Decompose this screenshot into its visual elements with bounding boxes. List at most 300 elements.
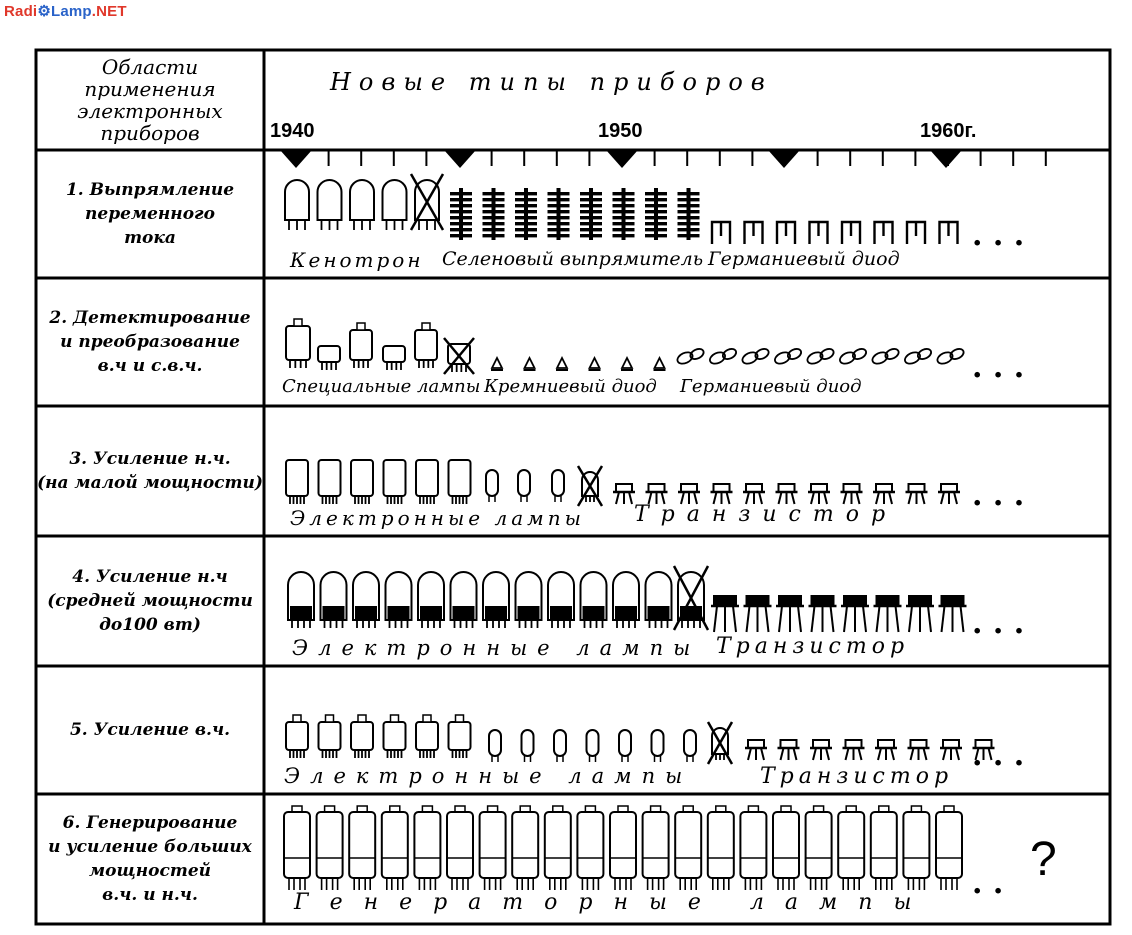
- row-label-lf-medium-power: 4. Усиление н.ч (средней мощности до100 вт): [47, 567, 253, 635]
- diode-body: [842, 222, 860, 244]
- rectifier-plate: [483, 216, 505, 219]
- rectifier-stem: [654, 188, 658, 240]
- transistor-icon: [776, 484, 798, 504]
- rectifier-plate: [613, 222, 635, 225]
- tube-bulb: [903, 812, 929, 878]
- generator-tube-icon: [447, 806, 473, 890]
- transistor-lead: [748, 748, 751, 760]
- tube-bulb: [383, 346, 405, 362]
- electron-tube-icon: [286, 715, 308, 758]
- transistor-lead: [761, 748, 764, 760]
- rectifier-plate: [548, 204, 570, 207]
- electron-tube-icon: [578, 466, 602, 506]
- diode-body: [622, 358, 632, 368]
- transistor-icon: [613, 484, 635, 504]
- selenium-rectifier-icon: [515, 188, 537, 240]
- rectifier-plate: [515, 234, 537, 237]
- tube-base: [648, 606, 670, 620]
- transistor-lead: [781, 748, 784, 760]
- tube-bulb: [512, 812, 538, 878]
- transistor-lead: [714, 606, 717, 632]
- tube-base: [485, 606, 507, 620]
- diode-body: [525, 358, 535, 368]
- transistor-can: [812, 596, 834, 606]
- selenium-rectifier-icon: [645, 188, 667, 240]
- timeline-triangle-marker: [606, 150, 638, 168]
- generator-tube-icon: [871, 806, 897, 890]
- rectifier-plate: [645, 216, 667, 219]
- tube-bulb: [351, 722, 373, 750]
- generator-tube-icon: [936, 806, 962, 890]
- power-tube-icon: [288, 572, 314, 628]
- miniature-tube-icon: [619, 730, 631, 762]
- power-tube-icon: [646, 572, 672, 628]
- diode-body: [557, 358, 567, 368]
- transistor-lead: [943, 748, 946, 760]
- transistor-lead: [826, 748, 829, 760]
- rectifier-plate: [678, 222, 700, 225]
- electron-tube-icon: [449, 460, 471, 504]
- electron-tube-icon: [319, 715, 341, 758]
- transistor-lead: [747, 606, 750, 632]
- transistor-lead: [863, 606, 866, 632]
- transistor-lead: [896, 606, 899, 632]
- selenium-rectifier-icon: [548, 188, 570, 240]
- rectifier-plate: [580, 228, 602, 231]
- rectifier-plate: [515, 222, 537, 225]
- caption-silicon-diode: Кремниевый диод: [484, 376, 657, 397]
- column-header-areas: Области применения электронных приборов: [77, 55, 223, 145]
- rectifier-plate: [645, 234, 667, 237]
- diode-body: [655, 358, 665, 368]
- continuation-dots-4: . . .: [972, 606, 1025, 641]
- rectifier-plate: [483, 210, 505, 213]
- rectifier-plate: [678, 234, 700, 237]
- transistor-icon: [938, 484, 960, 504]
- transistor-lead: [812, 606, 815, 632]
- caption-special-tubes: Специальные лампы: [282, 376, 481, 397]
- transistor-icon: [873, 484, 895, 504]
- transistor-icon: [744, 596, 772, 632]
- rectifier-plate: [613, 228, 635, 231]
- continuation-dots-6: . .: [972, 866, 1004, 901]
- special-tube-icon: [383, 346, 405, 370]
- transistor-lead: [846, 748, 849, 760]
- rectifier-plate: [450, 210, 472, 213]
- rectifier-plate: [548, 222, 570, 225]
- diode-body: [712, 222, 730, 244]
- transistor-icon: [743, 484, 765, 504]
- germanium-diode-icon: [871, 347, 901, 366]
- transistor-icon: [940, 740, 962, 760]
- diode-body: [492, 358, 502, 368]
- tube-bulb: [286, 460, 308, 496]
- generator-tube-icon: [480, 806, 506, 890]
- diode-glass: [754, 347, 770, 361]
- transistor-lead: [924, 748, 927, 760]
- tube-cap: [423, 715, 431, 722]
- tube-bulb: [489, 730, 501, 756]
- tube-base: [388, 606, 410, 620]
- transistor-lead: [911, 748, 914, 760]
- rectifier-plate: [483, 198, 505, 201]
- selenium-rectifier-icon: [483, 188, 505, 240]
- tube-bulb: [382, 812, 408, 878]
- transistor-lead: [616, 492, 619, 504]
- tube-bulb: [349, 812, 375, 878]
- transistor-can: [844, 596, 866, 606]
- transistor-icon: [906, 596, 934, 632]
- power-tube-icon: [674, 566, 708, 630]
- row-label-rectification: 1. Выпрямление переменного тока: [65, 180, 235, 248]
- tube-cap: [293, 715, 301, 722]
- row-label-high-power: 6. Генерирование и усиление больших мощностей в.ч. и н.ч.: [48, 813, 252, 905]
- rectifier-plate: [580, 198, 602, 201]
- transistor-lead: [961, 606, 964, 632]
- tube-bulb: [652, 730, 664, 756]
- transistor-lead: [954, 492, 957, 504]
- generator-tube-icon: [773, 806, 799, 890]
- caption-transistor-3: Транзистор: [634, 502, 898, 527]
- diode-body: [777, 222, 795, 244]
- transistor-lead: [909, 606, 912, 632]
- special-tube-icon: [444, 338, 474, 374]
- rectifier-plate: [483, 204, 505, 207]
- tube-bulb: [577, 812, 603, 878]
- transistor-lead: [844, 606, 847, 632]
- rectifier-plate: [483, 228, 505, 231]
- rectifier-plate: [678, 228, 700, 231]
- rectifier-plate: [450, 228, 472, 231]
- transistor-can: [877, 596, 899, 606]
- tube-bulb: [286, 722, 308, 750]
- diode-body: [875, 222, 893, 244]
- rectifier-stem: [622, 188, 626, 240]
- transistor-lead: [956, 748, 959, 760]
- silicon-diode-icon: [589, 358, 601, 370]
- rectifier-plate: [678, 192, 700, 195]
- germanium-diode-icon: [745, 222, 763, 244]
- selenium-rectifier-icon: [450, 188, 472, 240]
- transistor-icon: [843, 740, 865, 760]
- silicon-diode-icon: [491, 358, 503, 370]
- rectifier-plate: [450, 204, 472, 207]
- power-tube-icon: [483, 572, 509, 628]
- generator-tube-icon: [317, 806, 343, 890]
- transistor-icon: [906, 484, 928, 504]
- germanium-diode-icon: [936, 347, 966, 366]
- rectifier-plate: [613, 204, 635, 207]
- transistor-lead: [941, 492, 944, 504]
- diode-glass: [884, 347, 900, 361]
- generator-tube-icon: [284, 806, 310, 890]
- rectifier-plate: [613, 192, 635, 195]
- electron-tube-icon: [416, 460, 438, 504]
- continuation-dots-3: . . .: [972, 478, 1025, 513]
- caption-selenium-rectifier: Селеновый выпрямитель: [442, 248, 704, 270]
- tube-bulb: [522, 730, 534, 756]
- power-tube-icon: [353, 572, 379, 628]
- transistor-icon: [808, 484, 830, 504]
- transistor-icon: [875, 740, 897, 760]
- germanium-diode-icon: [676, 347, 706, 366]
- miniature-tube-icon: [587, 730, 599, 762]
- kenotron-icon: [383, 180, 407, 230]
- transistor-icon: [841, 596, 869, 632]
- tube-base: [550, 606, 572, 620]
- caption-germanium-diode-2: Германиевый диод: [680, 376, 862, 397]
- tube-bulb: [449, 460, 471, 496]
- kenotron-icon: [350, 180, 374, 230]
- transistor-lead: [798, 606, 801, 632]
- rectifier-plate: [515, 228, 537, 231]
- transistor-icon: [939, 596, 967, 632]
- diode-body: [907, 222, 925, 244]
- miniature-tube-icon: [489, 730, 501, 762]
- generator-tube-icon: [545, 806, 571, 890]
- rectifier-plate: [483, 222, 505, 225]
- tube-base: [355, 606, 377, 620]
- generator-tube-icon: [708, 806, 734, 890]
- row-label-lf-low-power: 3. Усиление н.ч. (на малой мощности): [37, 449, 263, 493]
- silicon-diode-icon: [556, 358, 568, 370]
- tube-bulb: [384, 722, 406, 750]
- tube-bulb: [415, 330, 437, 360]
- timeline-triangle-marker: [768, 150, 800, 168]
- rectifier-plate: [645, 198, 667, 201]
- caption-electron-tubes-5: Электронные лампы: [284, 764, 693, 788]
- rectifier-plate: [515, 210, 537, 213]
- power-tube-icon: [386, 572, 412, 628]
- diode-glass: [721, 347, 737, 361]
- year-label-1950: 1950: [598, 120, 643, 142]
- tube-bulb: [416, 722, 438, 750]
- electron-tube-icon: [351, 460, 373, 504]
- generator-tube-icon: [838, 806, 864, 890]
- page-title: Новые типы приборов: [330, 68, 773, 96]
- miniature-tube-icon: [652, 730, 664, 762]
- rectifier-plate: [580, 210, 602, 213]
- rectifier-plate: [678, 210, 700, 213]
- rectifier-plate: [548, 210, 570, 213]
- tube-bulb: [619, 730, 631, 756]
- rectifier-plate: [645, 228, 667, 231]
- transistor-icon: [646, 484, 668, 504]
- transistor-can: [909, 596, 931, 606]
- tube-base: [583, 606, 605, 620]
- electron-tube-icon: [416, 715, 438, 758]
- transistor-lead: [813, 748, 816, 760]
- timeline-triangle-marker: [444, 150, 476, 168]
- selenium-rectifier-icon: [678, 188, 700, 240]
- tube-cap: [294, 319, 302, 326]
- rectifier-plate: [450, 234, 472, 237]
- rectifier-plate: [450, 216, 472, 219]
- transistor-lead: [859, 748, 862, 760]
- tube-bulb: [684, 730, 696, 756]
- generator-tube-icon: [675, 806, 701, 890]
- rectifier-plate: [613, 216, 635, 219]
- tube-bulb: [286, 326, 310, 360]
- rectifier-plate: [515, 204, 537, 207]
- transistor-lead: [629, 492, 632, 504]
- tube-bulb: [518, 470, 530, 496]
- question-mark: ?: [1030, 833, 1057, 886]
- rectifier-plate: [515, 198, 537, 201]
- power-tube-icon: [321, 572, 347, 628]
- tube-bulb: [675, 812, 701, 878]
- diode-glass: [786, 347, 802, 361]
- year-label-1960: 1960г.: [920, 120, 977, 142]
- germanium-diode-icon: [875, 222, 893, 244]
- transistor-icon: [711, 484, 733, 504]
- transistor-icon: [841, 484, 863, 504]
- timeline-triangle-marker: [930, 150, 962, 168]
- diode-body: [810, 222, 828, 244]
- diode-body: [940, 222, 958, 244]
- transistor-can: [747, 596, 769, 606]
- transistor-can: [714, 596, 736, 606]
- rectifier-plate: [645, 204, 667, 207]
- tube-bulb: [350, 330, 372, 360]
- transistor-icon: [745, 740, 767, 760]
- diode-body: [745, 222, 763, 244]
- transistor-icon: [810, 740, 832, 760]
- rectifier-plate: [645, 222, 667, 225]
- germanium-diode-icon: [810, 222, 828, 244]
- kenotron-icon: [318, 180, 342, 230]
- special-tube-icon: [415, 323, 437, 368]
- row-label-detection: 2. Детектирование и преобразование в.ч и с.в.ч.: [49, 308, 251, 376]
- tube-bulb: [319, 460, 341, 496]
- transistor-lead: [877, 606, 880, 632]
- row-label-hf-amplification: 5. Усиление в.ч.: [69, 720, 231, 740]
- rectifier-plate: [548, 228, 570, 231]
- continuation-dots-1: . . .: [972, 218, 1025, 253]
- generator-tube-icon: [512, 806, 538, 890]
- tube-bulb: [587, 730, 599, 756]
- transistor-can: [942, 596, 964, 606]
- electron-tube-icon: [708, 722, 732, 764]
- tube-base: [290, 606, 312, 620]
- germanium-diode-icon: [708, 347, 738, 366]
- generator-tube-icon: [382, 806, 408, 890]
- electron-tube-icon: [286, 460, 308, 504]
- germanium-diode-icon: [940, 222, 958, 244]
- transistor-lead: [878, 748, 881, 760]
- silicon-diode-icon: [524, 358, 536, 370]
- tube-bulb: [384, 460, 406, 496]
- generator-tube-icon: [414, 806, 440, 890]
- special-tube-icon: [286, 319, 310, 368]
- diode-glass: [949, 347, 965, 361]
- special-tube-icon: [318, 346, 340, 370]
- miniature-tube-icon: [518, 470, 530, 502]
- rectifier-plate: [450, 192, 472, 195]
- rectifier-plate: [450, 198, 472, 201]
- rectifier-plate: [548, 234, 570, 237]
- tube-bulb: [708, 812, 734, 878]
- generator-tube-icon: [349, 806, 375, 890]
- rectifier-stem: [589, 188, 593, 240]
- tube-cap: [357, 323, 365, 330]
- germanium-diode-icon: [907, 222, 925, 244]
- rectifier-plate: [450, 222, 472, 225]
- transistor-can: [779, 596, 801, 606]
- tube-bulb: [740, 812, 766, 878]
- rectifier-plate: [515, 216, 537, 219]
- tube-bulb: [449, 722, 471, 750]
- miniature-tube-icon: [554, 730, 566, 762]
- rectifier-plate: [483, 234, 505, 237]
- tube-bulb: [383, 180, 407, 220]
- rectifier-plate: [613, 234, 635, 237]
- transistor-lead: [928, 606, 931, 632]
- caption-generator-tubes: Генераторные лампы: [294, 890, 933, 915]
- tube-cap: [456, 715, 464, 722]
- transistor-lead: [922, 492, 925, 504]
- power-tube-icon: [516, 572, 542, 628]
- rectifier-stem: [557, 188, 561, 240]
- tube-base: [323, 606, 345, 620]
- rectifier-stem: [687, 188, 691, 240]
- power-tube-icon: [613, 572, 639, 628]
- timeline-ticks: [280, 150, 1046, 168]
- caption-transistor-5: Транзистор: [760, 764, 954, 789]
- electron-tube-icon: [351, 715, 373, 758]
- electron-tube-icon: [319, 460, 341, 504]
- tube-bulb: [416, 460, 438, 496]
- tube-bulb: [350, 180, 374, 220]
- caption-electron-tubes-3: Электронные лампы: [290, 506, 585, 530]
- tube-bulb: [643, 812, 669, 878]
- rectifier-plate: [613, 198, 635, 201]
- rectifier-plate: [548, 198, 570, 201]
- kenotron-icon: [411, 174, 443, 230]
- tube-bulb: [871, 812, 897, 878]
- transistor-icon: [874, 596, 902, 632]
- germanium-diode-icon: [773, 347, 803, 366]
- power-tube-icon: [451, 572, 477, 628]
- tube-bulb: [610, 812, 636, 878]
- germanium-diode-icon: [806, 347, 836, 366]
- tube-bulb: [318, 346, 340, 362]
- tube-bulb: [838, 812, 864, 878]
- germanium-diode-icon: [777, 222, 795, 244]
- germanium-diode-icon: [838, 347, 868, 366]
- tube-bulb: [285, 180, 309, 220]
- caption-kenotron: Кенотрон: [290, 248, 424, 272]
- tube-bulb: [486, 470, 498, 496]
- rectifier-plate: [678, 216, 700, 219]
- caption-electron-tubes-4: Электронные лампы: [292, 636, 701, 660]
- tube-bulb: [318, 180, 342, 220]
- rectifier-plate: [645, 192, 667, 195]
- silicon-diode-icon: [654, 358, 666, 370]
- tube-bulb: [773, 812, 799, 878]
- tube-cap: [422, 323, 430, 330]
- tube-cap: [326, 715, 334, 722]
- tube-base: [453, 606, 475, 620]
- timeline-triangle-marker: [280, 150, 312, 168]
- tube-bulb: [554, 730, 566, 756]
- miniature-tube-icon: [552, 470, 564, 502]
- miniature-tube-icon: [684, 730, 696, 762]
- power-tube-icon: [548, 572, 574, 628]
- transistor-icon: [711, 596, 739, 632]
- germanium-diode-icon: [903, 347, 933, 366]
- selenium-rectifier-icon: [580, 188, 602, 240]
